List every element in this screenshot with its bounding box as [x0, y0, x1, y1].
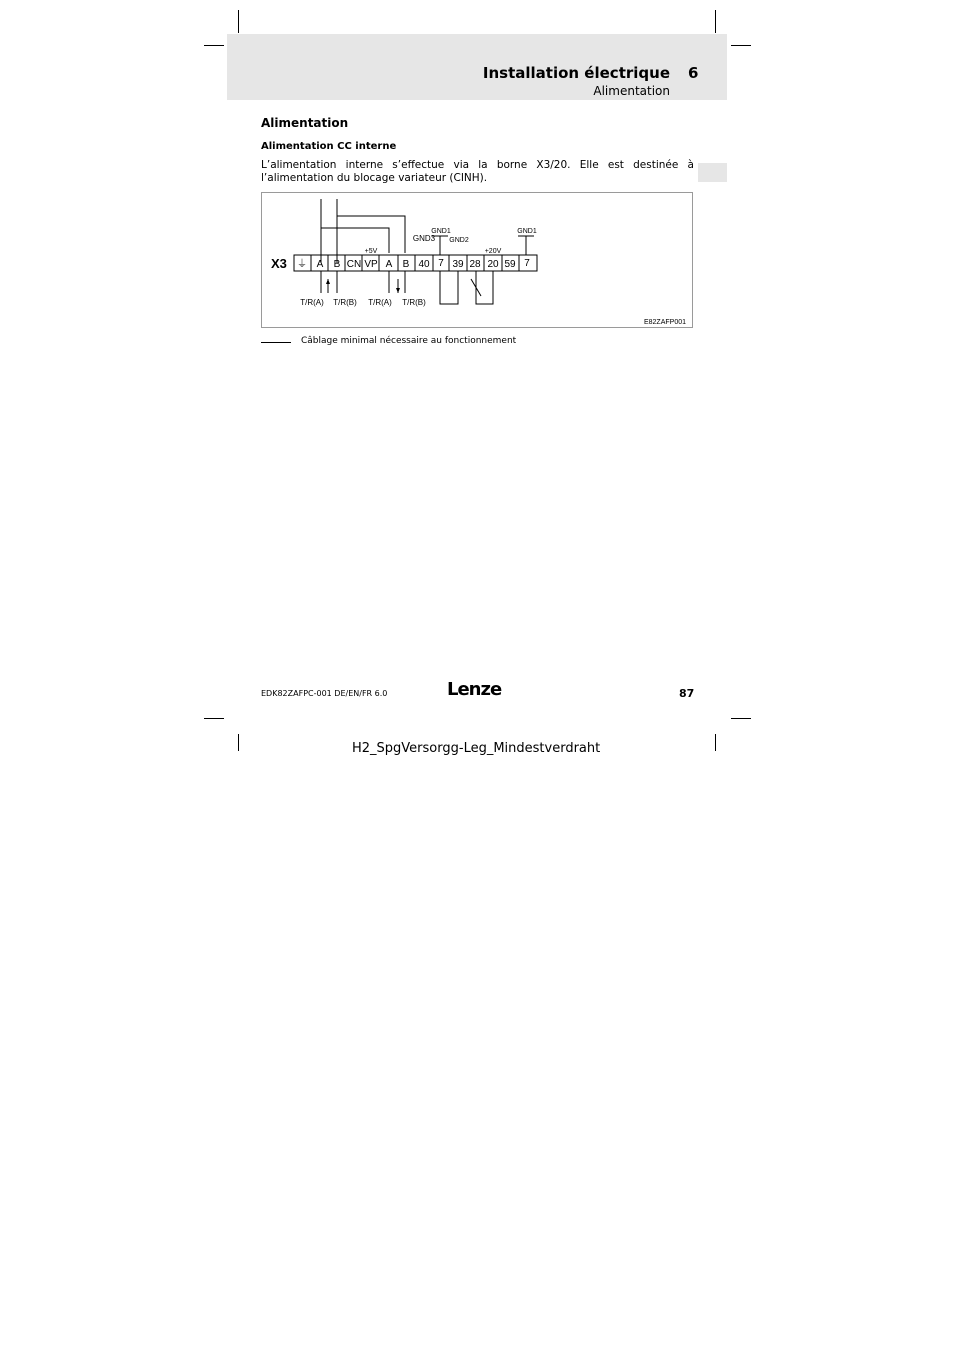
- terminal-label: B: [333, 259, 341, 270]
- crop-mark: [204, 45, 224, 46]
- terminal-label: 7: [438, 258, 444, 269]
- arrow-up-icon: [326, 279, 330, 284]
- terminal-label: 40: [418, 259, 430, 270]
- bus-label: T/R(B): [402, 298, 426, 307]
- chapter-number: 6: [688, 64, 699, 82]
- terminal-label: ⏚: [297, 259, 307, 270]
- connector-label: X3: [271, 256, 287, 271]
- bus-label: T/R(A): [300, 298, 324, 307]
- caption-rule: [261, 342, 291, 343]
- voltage-label: +5V: [364, 248, 378, 255]
- terminal-label: 39: [452, 259, 464, 270]
- subsection-title: Alimentation CC interne: [261, 141, 397, 152]
- crop-mark: [204, 718, 224, 719]
- section-title: Alimentation: [261, 116, 349, 130]
- bus-label: T/R(B): [333, 298, 357, 307]
- body-paragraph: L’alimentation interne s’effectue via la borne X3/20. Elle est destinée à l’alimentation du blocage variateur (CINH).: [261, 159, 694, 184]
- terminal-label: CN: [346, 259, 362, 270]
- page-number: 87: [679, 687, 695, 700]
- terminal-label: VP: [364, 259, 378, 270]
- gnd-label: GND1: [517, 228, 537, 235]
- chapter-subtitle: Alimentation: [593, 84, 670, 98]
- terminal-label: 59: [504, 259, 516, 270]
- chapter-side-tab: [698, 163, 727, 182]
- wiring-diagram-frame: [261, 192, 693, 328]
- terminal-label: 20: [487, 259, 499, 270]
- crop-mark: [238, 10, 239, 33]
- crop-mark: [715, 734, 716, 751]
- terminal-label: B: [402, 259, 410, 270]
- arrow-down-icon: [396, 288, 400, 293]
- terminal-label: 28: [469, 259, 481, 270]
- terminal-label: 7: [524, 258, 530, 269]
- figure-id: E82ZAFP001: [643, 319, 686, 326]
- voltage-label: +20V: [484, 248, 502, 255]
- crop-mark: [731, 718, 751, 719]
- chapter-title: Installation électrique: [482, 64, 670, 82]
- figure-caption: Câblage minimal nécessaire au fonctionnement: [301, 336, 517, 346]
- gnd-label: GND1: [431, 228, 451, 235]
- module-label: H2_SpgVersorgg-Leg_Mindestverdraht: [352, 741, 601, 756]
- document-reference: EDK82ZAFPC-001 DE/EN/FR 6.0: [261, 689, 388, 698]
- bus-label: T/R(A): [368, 298, 392, 307]
- terminal-label: A: [385, 259, 393, 270]
- wiring-diagram: [262, 193, 692, 327]
- brand-logo: Lenze: [447, 679, 502, 700]
- gnd-label: GND3: [412, 234, 436, 243]
- gnd-label: GND2: [449, 237, 469, 244]
- terminal-label: A: [316, 259, 324, 270]
- crop-mark: [238, 734, 239, 751]
- crop-mark: [715, 10, 716, 33]
- crop-mark: [731, 45, 751, 46]
